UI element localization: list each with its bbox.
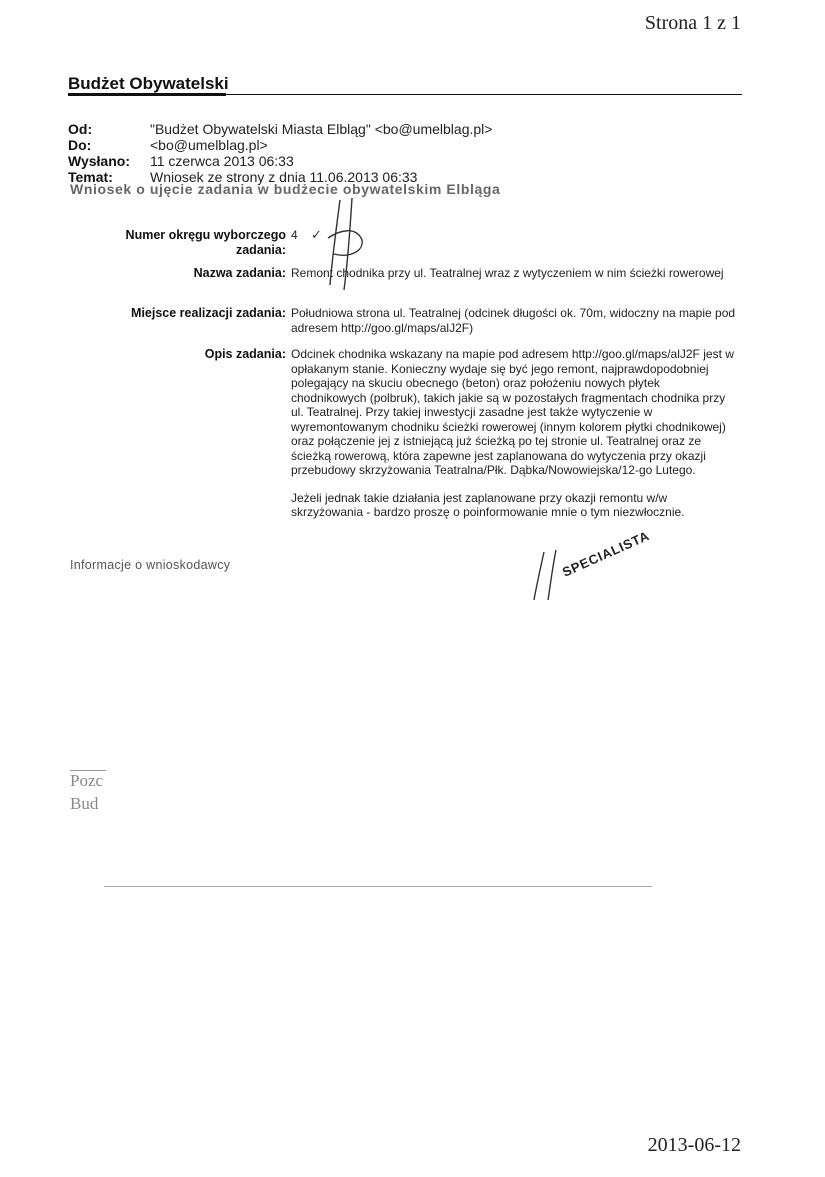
partial-text-line-1: Pozc	[70, 771, 104, 790]
email-subject-label: Temat:	[68, 169, 113, 185]
email-from-value: "Budżet Obywatelski Miasta Elbląg" <bo@umelblag.pl>	[150, 121, 493, 137]
page-title: Budżet Obywatelski	[68, 74, 229, 93]
description-paragraph-1: Odcinek chodnika wskazany na mapie pod adresem http://goo.gl/maps/alJ2F jest w opłakanym stanie. Konieczny wydaje się być jego remont, najprawdopodobniej polegający na skuciu obecnego (beton) oraz położeniu nowych płytek chodnikowych (polbruk), takich jakie są w pozostałych fragmentach chodnika przy ul. Teatralnej. Przy takiej inwestycji zasadne jest także wytyczenie w wyremontowanym chodniku ścieżki rowerowej (innym kolorem płytki chodnikowej) oraz połączenie jej z istniejącą już ścieżką po tej stronie ul. Teatralnej oraz ze ścieżką rowerową, która zapewne jest zaplanowana do wytyczenia przy okazji przebudowy skrzyżowania Teatralna/Płk. Dąbka/Nowowiejska/12-go Lutego.	[291, 347, 734, 477]
task-name-value: Remont chodnika przy ul. Teatralnej wraz z wytyczeniem w nim ścieżki rowerowej	[291, 266, 724, 280]
check-mark-icon: ✓	[311, 227, 322, 242]
email-subject-value: Wniosek ze strony z dnia 11.06.2013 06:33	[150, 169, 418, 185]
district-label-line-2: zadania:	[235, 243, 286, 257]
email-from-label: Od:	[68, 121, 93, 137]
email-to-value: <bo@umelblag.pl>	[150, 137, 268, 153]
stamp-text: SPECIALISTA	[560, 527, 652, 580]
location-value: Południowa strona ul. Teatralnej (odcinek długości ok. 70m, widoczny na mapie pod adresem http://goo.gl/maps/alJ2F)	[291, 306, 736, 335]
faint-divider	[104, 886, 652, 887]
description-paragraph-2: Jeżeli jednak takie działania jest zaplanowane przy okazji remontu w/w skrzyżowania - bardzo proszę o poinformowanie mnie o tym niezwłocznie.	[291, 490, 685, 519]
applicant-section-title: Informacje o wnioskodawcy	[70, 558, 231, 572]
email-sent-value: 11 czerwca 2013 06:33	[150, 153, 294, 169]
task-name-label: Nazwa zadania:	[193, 266, 286, 280]
district-label-line-1: Numer okręgu wyborczego	[125, 228, 286, 242]
location-label: Miejsce realizacji zadania:	[131, 306, 286, 320]
email-sent-label: Wysłano:	[68, 153, 130, 169]
form-title: Wniosek o ujęcie zadania w budżecie obywatelskim Elbląga	[70, 181, 501, 197]
page-number: Strona 1 z 1	[644, 12, 741, 34]
partial-text-line-2: Bud	[70, 794, 99, 813]
footer-date: 2013-06-12	[647, 1134, 741, 1156]
description-label: Opis zadania:	[204, 347, 286, 361]
signature-scribble	[328, 198, 362, 290]
stamp-signature	[534, 550, 556, 600]
district-value: 4	[291, 228, 298, 242]
email-to-label: Do:	[68, 137, 92, 153]
